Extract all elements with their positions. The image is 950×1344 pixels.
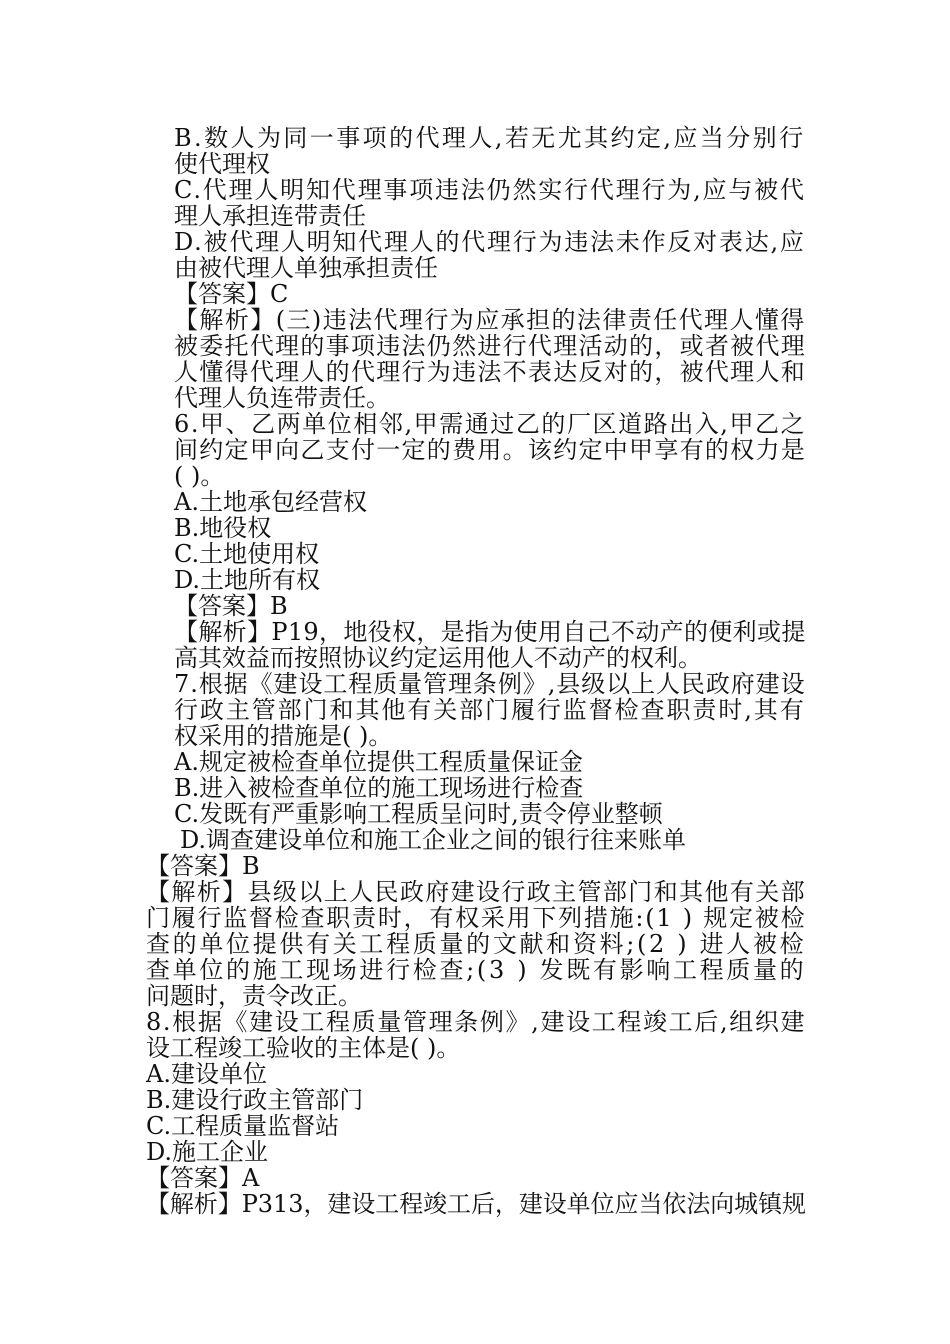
text-line: 权采用的措施是( )。 <box>174 722 393 750</box>
text-line: 由被代理人单独承担责任 <box>174 254 438 282</box>
text-line: 行政主管部门和其他有关部门履行监督检查职责时,其有 <box>174 696 806 724</box>
option-line: D.土地所有权 <box>174 566 321 594</box>
analysis-line: 【解析】P19，地役权，是指为使用自己不动产的便利或提 <box>174 618 806 646</box>
text-line: 门履行监督检查职责时，有权采用下列措施:(1 ) 规定被检 <box>146 904 807 932</box>
text-line: 人懂得代理人的代理行为违法不表达反对的，被代理人和 <box>174 358 806 386</box>
option-line: B.建设行政主管部门 <box>146 1086 364 1114</box>
analysis-line: 【解析】(三)违法代理行为应承担的法律责任代理人懂得 <box>174 306 806 334</box>
text-line: 使代理权 <box>174 150 270 178</box>
text-line: 理人承担连带责任 <box>174 202 366 230</box>
option-line: B.地役权 <box>174 514 272 542</box>
option-line: A.建设单位 <box>146 1060 267 1088</box>
text-line: C.代理人明知代理事项违法仍然实行代理行为,应与被代 <box>174 176 806 204</box>
option-line: C.工程质量监督站 <box>146 1112 340 1140</box>
text-line: ( )。 <box>174 462 225 490</box>
text-line: 问题时，责令改正。 <box>146 982 362 1010</box>
answer-line: 【答案】B <box>146 852 260 880</box>
text-line: 代理人负连带责任。 <box>174 384 390 412</box>
question-line: 6.甲、乙两单位相邻,甲需通过乙的厂区道路出入,甲乙之 <box>174 410 807 438</box>
option-line: A.规定被检查单位提供工程质量保证金 <box>174 748 583 776</box>
analysis-line: 【解析】县级以上人民政府建设行政主管部门和其他有关部 <box>146 878 806 906</box>
analysis-line: 【解析】P313，建设工程竣工后，建设单位应当依法向城镇规 <box>146 1190 806 1218</box>
text-line: D.被代理人明知代理人的代理行为违法未作反对表达,应 <box>174 228 806 256</box>
option-line: B.进入被检查单位的施工现场进行检查 <box>174 774 584 802</box>
text-line: 查单位的施工现场进行检查;(3 ) 发既有影响工程质量的 <box>146 956 807 984</box>
answer-line: 【答案】C <box>174 280 289 308</box>
text-line: B.数人为同一事项的代理人,若无尤其约定,应当分别行 <box>174 124 806 152</box>
answer-line: 【答案】B <box>174 592 288 620</box>
text-line: 间约定甲向乙支付一定的费用。该约定中甲享有的权力是 <box>174 436 806 464</box>
text-line: 查的单位提供有关工程质量的文献和资料;(2 ) 进人被检 <box>146 930 807 958</box>
option-line: C.发既有严重影响工程质呈问时,责令停业整顿 <box>174 800 663 828</box>
option-line: C.土地使用权 <box>174 540 320 568</box>
option-line: D.调查建设单位和施工企业之间的银行往来账单 <box>180 826 687 854</box>
text-line: 高其效益而按照协议约定运用他人不动产的权利。 <box>174 644 702 672</box>
answer-line: 【答案】A <box>146 1164 260 1192</box>
option-line: A.土地承包经营权 <box>174 488 367 516</box>
text-line: 设工程竣工验收的主体是( )。 <box>146 1034 461 1062</box>
option-line: D.施工企业 <box>146 1138 269 1166</box>
question-line: 8.根据《建设工程质量管理条例》,建设工程竣工后,组织建 <box>146 1008 807 1036</box>
question-line: 7.根据《建设工程质量管理条例》,县级以上人民政府建设 <box>174 670 806 698</box>
text-line: 被委托代理的事项违法仍然进行代理活动的，或者被代理 <box>174 332 806 360</box>
